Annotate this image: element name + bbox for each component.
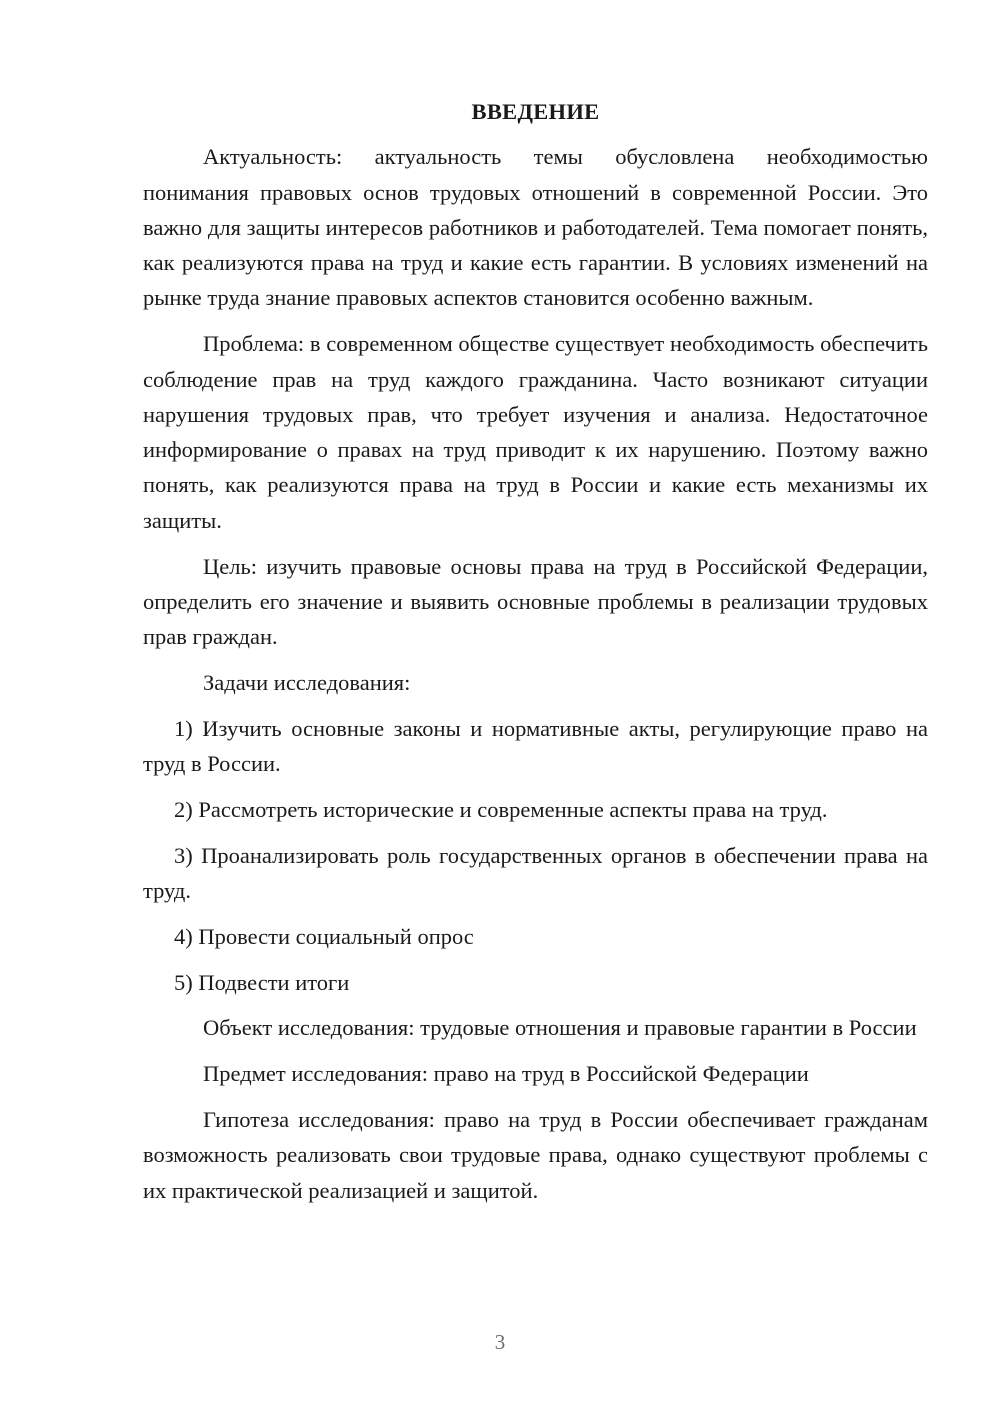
paragraph-subject: Предмет исследования: право на труд в Российской Федерации <box>203 1061 809 1087</box>
task-item-3: 3) Проанализировать роль государственных органов в обеспечении права на труд. <box>143 842 928 903</box>
section-title: ВВЕДЕНИЕ <box>471 99 600 124</box>
task-item-2: 2) Рассмотреть исторические и современные аспекты права на труд. <box>174 796 828 822</box>
page-content <box>143 94 928 1218</box>
task-item-5: 5) Подвести итоги <box>174 969 350 995</box>
task-item-1: 1) Изучить основные законы и нормативные акты, регулирующие право на труд в России. <box>143 715 928 777</box>
paragraph-hypothesis: Гипотеза исследования: право на труд в России обеспечивает гражданам возможность реализовать свои трудовые права, однако существуют проблемы с их практической реализацией и защитой. <box>143 1106 928 1203</box>
paragraph-problem: Проблема: в современном обществе существует необходимость обеспечить соблюдение прав на труд каждого гражданина. Часто возникают ситуации нарушения трудовых прав, что требует изучения и анализа. Недостаточное информирование о правах на труд приводит к их нарушению. Поэтому важно понять, как реализуются права на труд в России и какие есть механизмы их защиты. <box>143 331 928 533</box>
paragraph-object: Объект исследования: трудовые отношения и правовые гарантии в России <box>203 1015 917 1041</box>
paragraph-relevance: Актуальность: актуальность темы обусловлена необходимостью понимания правовых основ трудовых отношений в современной России. Это важно для защиты интересов работников и работодателей. Тема помогает понять, как реализуются права на труд и какие есть гарантии. В условиях изменений на рынке труда знание правовых аспектов становится особенно важным. <box>143 144 928 311</box>
task-item-4: 4) Провести социальный опрос <box>174 923 474 949</box>
paragraph-goal: Цель: изучить правовые основы права на труд в Российской Федерации, определить его значение и выявить основные проблемы в реализации трудовых прав граждан. <box>143 553 928 650</box>
page-number: 3 <box>494 1330 506 1354</box>
paragraph-tasks-heading: Задачи исследования: <box>203 669 411 695</box>
